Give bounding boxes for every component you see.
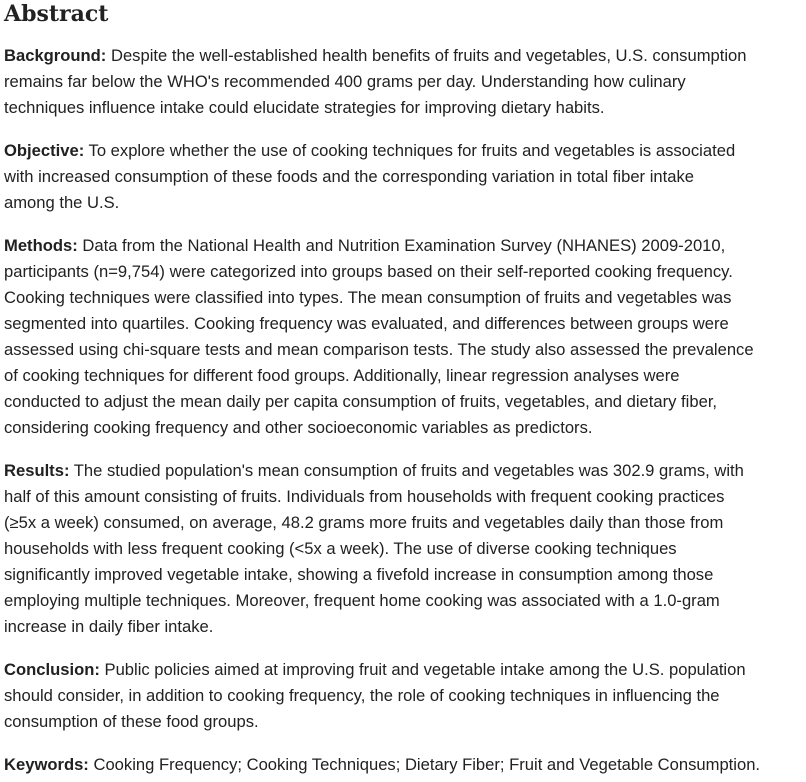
line-text: considering cooking frequency and other socioeconomic variables as predictors. [4, 418, 593, 437]
abstract-paragraph-results [4, 458, 806, 640]
paragraph-line [4, 43, 806, 69]
line-text: of cooking techniques for different food groups. Additionally, linear regression analyses were [4, 366, 680, 385]
paragraph-line [4, 259, 806, 285]
line-text: significantly improved vegetable intake, showing a fivefold increase in consumption among those [4, 565, 714, 584]
abstract-paragraph-objective [4, 138, 806, 216]
paragraph-line [4, 138, 806, 164]
line-text: with increased consumption of these foods and the corresponding variation in total fiber intake [4, 167, 694, 186]
paragraph-line [4, 415, 806, 441]
line-text: half of this amount consisting of fruits. Individuals from households with frequent cooking practices [4, 487, 725, 506]
line-text: Public policies aimed at improving fruit and vegetable intake among the U.S. population [104, 660, 746, 679]
line-text: Data from the National Health and Nutrition Examination Survey (NHANES) 2009-2010, [82, 236, 726, 255]
paragraph-line [4, 458, 806, 484]
section-label: Conclusion: [4, 660, 100, 679]
abstract-paragraph-keywords [4, 752, 806, 778]
paragraph-line [4, 588, 806, 614]
section-label: Objective: [4, 141, 85, 160]
line-text: households with less frequent cooking (<5x a week). The use of diverse cooking techniques [4, 539, 677, 558]
paragraph-line [4, 190, 806, 216]
line-text: participants (n=9,754) were categorized into groups based on their self-reported cooking frequency. [4, 262, 733, 281]
line-text: should consider, in addition to cooking frequency, the role of cooking techniques in influencing the [4, 686, 720, 705]
abstract-paragraph-background [4, 43, 806, 121]
abstract-paragraph-methods [4, 233, 806, 441]
paragraph-line [4, 337, 806, 363]
paragraph-line [4, 657, 806, 683]
line-text: among the U.S. [4, 193, 120, 212]
section-label: Background: [4, 46, 107, 65]
section-label: Results: [4, 461, 70, 480]
paragraph-line [4, 285, 806, 311]
section-label: Methods: [4, 236, 78, 255]
line-text: assessed using chi-square tests and mean comparison tests. The study also assessed the prevalence [4, 340, 754, 359]
paragraph-line [4, 389, 806, 415]
paragraph-line [4, 562, 806, 588]
paragraph-line [4, 363, 806, 389]
paragraph-line [4, 164, 806, 190]
paragraph-line [4, 311, 806, 337]
line-text: increase in daily fiber intake. [4, 617, 214, 636]
paragraph-line [4, 683, 806, 709]
line-text: conducted to adjust the mean daily per capita consumption of fruits, vegetables, and dietary fiber, [4, 392, 718, 411]
line-text: (≥5x a week) consumed, on average, 48.2 grams more fruits and vegetables daily than those from [4, 513, 724, 532]
line-text: Cooking techniques were classified into types. The mean consumption of fruits and vegetables was [4, 288, 732, 307]
line-text: Despite the well-established health benefits of fruits and vegetables, U.S. consumption [110, 46, 747, 65]
section-label: Keywords: [4, 755, 89, 774]
line-text: consumption of these food groups. [4, 712, 259, 731]
line-text: segmented into quartiles. Cooking frequency was evaluated, and differences between groups were [4, 314, 729, 333]
line-text: remains far below the WHO's recommended 400 grams per day. Understanding how culinary [4, 72, 686, 91]
paragraph-line [4, 752, 806, 778]
paragraph-line [4, 69, 806, 95]
paragraph-line [4, 510, 806, 536]
line-text: employing multiple techniques. Moreover, frequent home cooking was associated with a 1.0-gram [4, 591, 720, 610]
line-text: Cooking Frequency; Cooking Techniques; Dietary Fiber; Fruit and Vegetable Consumption. [93, 755, 761, 774]
abstract-paragraph-conclusion [4, 657, 806, 735]
line-text: The studied population's mean consumption of fruits and vegetables was 302.9 grams, with [73, 461, 744, 480]
paragraph-line [4, 484, 806, 510]
paragraph-line [4, 536, 806, 562]
paragraph-line [4, 233, 806, 259]
paragraph-line [4, 95, 806, 121]
line-text: To explore whether the use of cooking techniques for fruits and vegetables is associated [88, 141, 736, 160]
abstract-body [4, 43, 806, 778]
line-text: techniques influence intake could elucidate strategies for improving dietary habits. [4, 98, 605, 117]
abstract-heading: Abstract [4, 1, 109, 27]
paragraph-line [4, 614, 806, 640]
paragraph-line [4, 709, 806, 735]
